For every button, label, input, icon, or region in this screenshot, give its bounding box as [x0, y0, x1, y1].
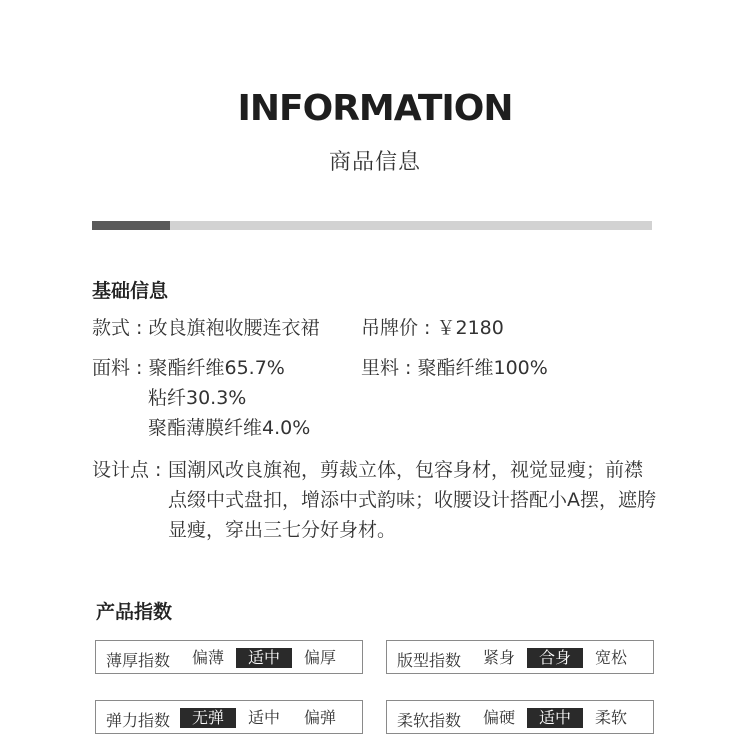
info-row-fabric: [92, 353, 285, 383]
index-name: 柔软指数: [397, 711, 462, 730]
fabric-value-1: 聚酯纤维65.7%: [148, 357, 285, 379]
index-name: 弹力指数: [106, 711, 171, 730]
info-row-style: [92, 313, 320, 343]
price-value: ￥2180: [436, 317, 504, 339]
section-heading-basic: 基础信息: [92, 280, 169, 302]
index-option: 无弹: [180, 708, 236, 728]
design-value: 国潮风改良旗袍，剪裁立体，包容身材，视觉显瘦；前襟点缀中式盘扣，增添中式韵味；收腰设计搭配小A摆，遮胯显瘦，穿出三七分好身材。: [168, 459, 656, 541]
section-heading-indices: 产品指数: [96, 601, 173, 623]
info-row-price: [361, 313, 504, 343]
progress-bar: [92, 221, 652, 230]
index-option: 偏薄: [191, 648, 224, 667]
index-option: 宽松: [594, 648, 627, 667]
index-option: 偏厚: [303, 648, 336, 667]
style-label: 款式 :: [92, 317, 143, 339]
design-label: 设计点 :: [92, 459, 162, 481]
fabric-value-2: 粘纤30.3%: [148, 387, 247, 409]
style-value: 改良旗袍收腰连衣裙: [148, 317, 320, 339]
index-name: 薄厚指数: [106, 651, 171, 670]
index-option: 合身: [527, 648, 583, 668]
index-option: 适中: [527, 708, 583, 728]
page-title-cn: 商品信息: [328, 150, 421, 175]
index-option: 柔软: [594, 708, 627, 727]
index-option: 紧身: [482, 648, 515, 667]
index-option: 适中: [236, 648, 292, 668]
index-box-fit: [386, 640, 654, 674]
progress-fill: [92, 221, 170, 230]
index-box-elasticity: [95, 700, 363, 734]
index-option: 偏弹: [303, 708, 336, 727]
lining-value: 聚酯纤维100%: [417, 357, 548, 379]
info-row-lining: [361, 353, 548, 383]
fabric-label: 面料 :: [92, 357, 143, 379]
fabric-value-3: 聚酯薄膜纤维4.0%: [148, 417, 311, 439]
index-name: 版型指数: [397, 651, 462, 670]
index-box-softness: [386, 700, 654, 734]
index-option: 偏硬: [482, 708, 515, 727]
index-option: 适中: [247, 708, 280, 727]
lining-label: 里料 :: [361, 357, 412, 379]
price-label: 吊牌价 :: [361, 317, 431, 339]
index-box-thickness: [95, 640, 363, 674]
page-title-en: INFORMATION: [237, 88, 513, 129]
